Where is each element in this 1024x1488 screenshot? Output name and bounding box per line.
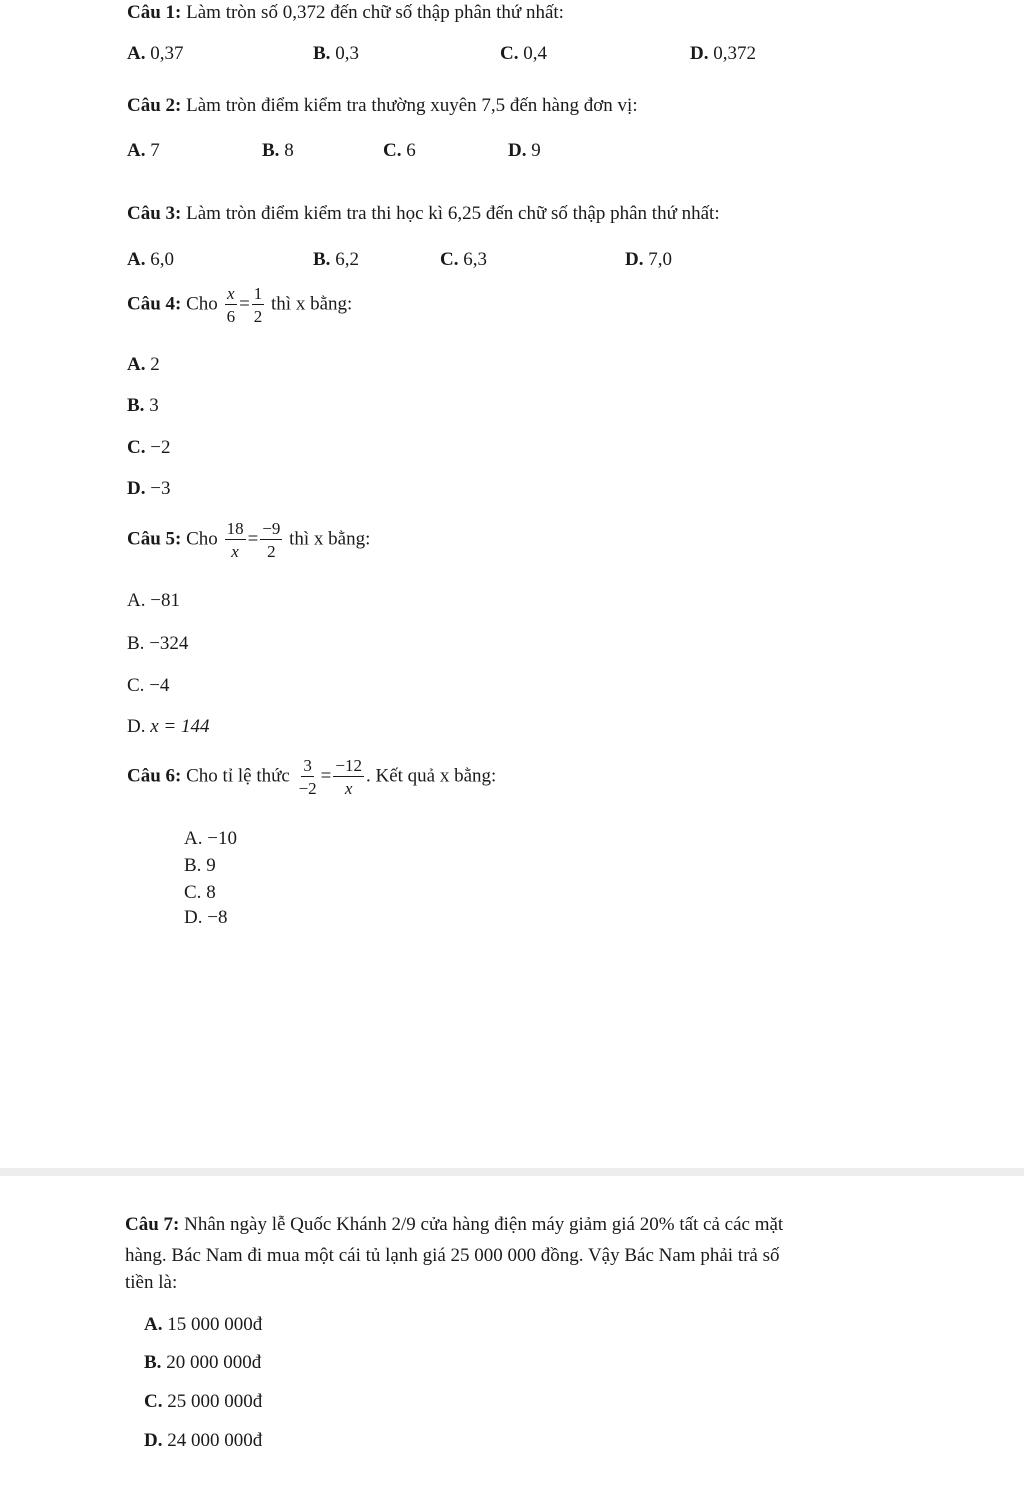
option-value: 6,3 (463, 249, 487, 270)
option-value: 24 000 000đ (167, 1430, 263, 1451)
question-label: Câu 2: (127, 95, 182, 116)
question-1 (127, 2, 564, 24)
option-value: x = 144 (150, 716, 210, 737)
option-value: 0,372 (713, 43, 756, 64)
option-letter: B. (127, 633, 145, 654)
question-label: Câu 3: (127, 203, 182, 224)
option-a[interactable] (127, 590, 180, 612)
option-b[interactable] (144, 1352, 261, 1374)
option-letter: A. (184, 828, 203, 849)
option-letter: C. (127, 437, 146, 458)
option-value: −2 (150, 437, 171, 458)
option-b[interactable] (184, 855, 216, 877)
fraction-numerator: x (227, 284, 235, 303)
fraction-numerator: 1 (253, 284, 263, 303)
option-value: 6,0 (150, 249, 174, 270)
question-prefix: Cho (186, 528, 218, 550)
option-value: 3 (149, 395, 159, 416)
option-a[interactable] (127, 354, 160, 376)
fraction-numerator: 18 (226, 519, 244, 538)
question-5 (127, 520, 370, 560)
question-text-line: Nhân ngày lễ Quốc Khánh 2/9 cửa hàng điện máy giảm giá 20% tất cả các mặt (184, 1214, 784, 1235)
question-7 (125, 1214, 783, 1236)
fraction-left (297, 757, 319, 797)
option-letter: B. (127, 395, 145, 416)
fraction-left (225, 285, 238, 325)
option-letter: A. (144, 1314, 163, 1335)
fraction-numerator: 3 (303, 756, 312, 775)
option-value: 7,0 (648, 249, 672, 270)
option-b[interactable] (262, 140, 294, 162)
option-letter: C. (127, 675, 145, 696)
option-value: 0,3 (335, 43, 359, 64)
option-value: 0,4 (523, 43, 547, 64)
page-divider (0, 1168, 1024, 1176)
fraction-denominator: x (344, 779, 353, 798)
option-letter: A. (127, 249, 146, 270)
option-d[interactable] (508, 140, 541, 162)
question-label: Câu 7: (125, 1214, 180, 1235)
option-value: −324 (149, 633, 189, 654)
option-value: 6 (406, 140, 416, 161)
option-value: 9 (531, 140, 541, 161)
option-a[interactable] (127, 43, 183, 65)
option-letter: D. (508, 140, 527, 161)
fraction-denominator: x (231, 542, 239, 561)
option-c[interactable] (500, 43, 547, 65)
option-letter: C. (383, 140, 402, 161)
option-value: 8 (206, 882, 216, 903)
option-letter: B. (313, 249, 331, 270)
option-letter: D. (184, 907, 203, 928)
option-letter: A. (127, 43, 146, 64)
option-letter: D. (127, 716, 146, 737)
option-c[interactable] (127, 675, 169, 697)
option-letter: C. (440, 249, 459, 270)
option-value: 8 (284, 140, 294, 161)
option-b[interactable] (313, 43, 359, 65)
fraction-denominator: 2 (253, 307, 263, 326)
option-letter: A. (127, 140, 146, 161)
option-letter: C. (144, 1391, 163, 1412)
option-a[interactable] (184, 828, 237, 850)
option-letter: C. (500, 43, 519, 64)
question-2 (127, 95, 638, 117)
option-value: −4 (149, 675, 170, 696)
question-text-line: tiền là: (125, 1272, 178, 1293)
fraction-right (252, 285, 265, 325)
option-d[interactable] (184, 907, 227, 929)
option-c[interactable] (127, 437, 170, 459)
option-value: 15 000 000đ (167, 1314, 263, 1335)
option-a[interactable] (144, 1314, 262, 1336)
option-letter: B. (262, 140, 280, 161)
option-b[interactable] (127, 633, 188, 655)
option-letter: B. (313, 43, 331, 64)
option-d[interactable] (690, 43, 756, 65)
option-value: −3 (150, 478, 171, 499)
question-4 (127, 285, 352, 325)
option-letter: B. (184, 855, 202, 876)
option-letter: B. (144, 1352, 162, 1373)
fraction-denominator: 2 (267, 542, 276, 561)
option-letter: D. (625, 249, 644, 270)
option-c[interactable] (383, 140, 416, 162)
equals-sign: = (239, 293, 250, 315)
option-d[interactable] (625, 249, 672, 271)
option-value: −8 (207, 907, 228, 928)
question-text-line: hàng. Bác Nam đi mua một cái tủ lạnh giá 25 000 000 đồng. Vậy Bác Nam phải trả số (125, 1245, 780, 1266)
question-label: Câu 6: (127, 765, 182, 787)
question-text: Làm tròn số 0,372 đến chữ số thập phân thứ nhất: (186, 2, 564, 23)
fraction-right (333, 757, 364, 797)
option-value: 9 (206, 855, 216, 876)
equals-sign: = (320, 765, 332, 787)
option-letter: A. (127, 354, 146, 375)
option-letter: A. (127, 590, 146, 611)
option-d[interactable] (127, 716, 210, 738)
option-value: 20 000 000đ (166, 1352, 262, 1373)
option-value: 0,37 (150, 43, 184, 64)
option-value: −10 (207, 828, 237, 849)
question-suffix: . Kết quả x bằng: (365, 765, 497, 787)
option-a[interactable] (127, 249, 174, 271)
option-letter: D. (144, 1430, 163, 1451)
question-prefix: Cho (186, 293, 218, 315)
option-letter: D. (127, 478, 146, 499)
option-b[interactable] (127, 395, 159, 417)
option-value: 7 (150, 140, 160, 161)
option-c[interactable] (440, 249, 487, 271)
option-value: 2 (150, 354, 160, 375)
question-3 (127, 203, 720, 225)
option-a[interactable] (127, 140, 160, 162)
option-value: −81 (150, 590, 180, 611)
option-c[interactable] (144, 1391, 262, 1413)
question-suffix: thì x bằng: (271, 293, 353, 315)
question-prefix: Cho tỉ lệ thức (186, 765, 290, 787)
option-letter: D. (690, 43, 709, 64)
question-suffix: thì x bằng: (289, 528, 371, 550)
question-label: Câu 5: (127, 528, 182, 550)
fraction-denominator: 6 (226, 307, 236, 326)
question-text: Làm tròn điểm kiểm tra thi học kì 6,25 đến chữ số thập phân thứ nhất: (186, 203, 720, 224)
option-b[interactable] (313, 249, 359, 271)
question-text: Làm tròn điểm kiểm tra thường xuyên 7,5 đến hàng đơn vị: (186, 95, 638, 116)
fraction-left (225, 520, 246, 560)
question-label: Câu 1: (127, 2, 182, 23)
fraction-denominator: −2 (298, 779, 317, 798)
option-d[interactable] (127, 478, 170, 500)
fraction-numerator: −12 (335, 756, 362, 775)
option-value: 25 000 000đ (167, 1391, 263, 1412)
question-label: Câu 4: (127, 293, 182, 315)
option-value: 6,2 (335, 249, 359, 270)
option-c[interactable] (184, 882, 216, 904)
option-letter: C. (184, 882, 202, 903)
question-6 (127, 757, 496, 797)
equals-sign: = (247, 528, 259, 550)
option-d[interactable] (144, 1430, 262, 1452)
fraction-numerator: −9 (262, 519, 281, 538)
fraction-right (260, 520, 282, 560)
